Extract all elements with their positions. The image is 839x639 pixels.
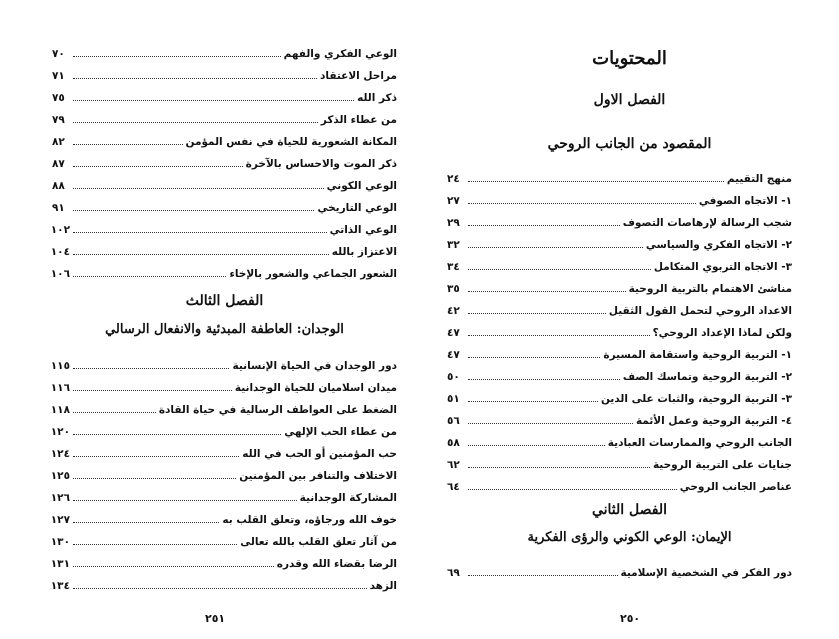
toc-entry-page: ٣٤ xyxy=(447,261,460,273)
toc-entry-page: ٤٢ xyxy=(447,305,460,317)
toc-entry-page: ٨٢ xyxy=(52,136,65,148)
dot-leader xyxy=(73,522,219,523)
toc-entry-title: من عطاء الحب الإلهي xyxy=(284,426,397,438)
toc-entry-title: ٣- الاتجاه التربوي المتكامل xyxy=(653,261,792,273)
dot-leader xyxy=(468,335,650,336)
dot-leader xyxy=(468,445,605,446)
toc-entry xyxy=(52,82,397,104)
toc-entry-title: حب المؤمنين أو الحب في الله xyxy=(242,448,397,460)
toc-entry xyxy=(447,427,792,449)
toc-entry xyxy=(447,251,792,273)
toc-entry xyxy=(447,185,792,207)
dot-leader xyxy=(73,166,243,167)
toc-entry-page: ٦٩ xyxy=(447,567,460,579)
dot-leader xyxy=(73,188,324,189)
dot-leader xyxy=(73,210,314,211)
chapter-subtitle-second: الإيمان: الوعي الكوني والرؤى الفكرية xyxy=(527,530,732,545)
toc-entry-page: ١١٥ xyxy=(50,360,70,372)
toc-entry-page: ٧١ xyxy=(52,70,65,82)
toc-entry-title: الوعي التاريخي xyxy=(317,202,397,214)
toc-entry-page: ١١٦ xyxy=(50,382,70,394)
toc-entry-page: ١٢٦ xyxy=(50,492,70,504)
dot-leader xyxy=(73,500,297,501)
toc-entry-title: ذكر الله xyxy=(357,92,397,104)
toc-entry xyxy=(447,557,792,579)
toc-entry-page: ١٢٧ xyxy=(50,514,70,526)
toc-entry-title: الاختلاف والتنافر بين المؤمنين xyxy=(239,470,397,482)
toc-entry-title: الزهد xyxy=(369,580,397,592)
toc-entry xyxy=(52,570,397,592)
dot-leader xyxy=(73,544,237,545)
dot-leader xyxy=(73,456,239,457)
toc-entry-page: ٥٠ xyxy=(447,371,460,383)
page-number: ٢٥١ xyxy=(205,612,226,625)
page-number: ٢٥٠ xyxy=(620,612,641,625)
dot-leader xyxy=(73,254,329,255)
chapter-heading-third: الفصل الثالث xyxy=(185,293,264,309)
toc-entry-page: ١٠٢ xyxy=(50,224,70,236)
toc-entry xyxy=(447,229,792,251)
toc-entry xyxy=(52,148,397,170)
toc-entry-title: الرضا بقضاء الله وقدره xyxy=(276,558,397,570)
dot-leader xyxy=(73,478,236,479)
toc-entry xyxy=(447,207,792,229)
toc-entry-title: دور الوجدان في الحياة الإنسانية xyxy=(232,360,397,372)
toc-entry xyxy=(52,258,397,280)
toc-entry-page: ٥١ xyxy=(447,393,460,405)
toc-entry xyxy=(447,273,792,295)
dot-leader xyxy=(468,181,724,182)
toc-entry-title: الجانب الروحي والممارسات العبادية xyxy=(607,437,792,449)
toc-entry-page: ٦٢ xyxy=(447,459,460,471)
dot-leader xyxy=(468,357,600,358)
toc-entry xyxy=(52,192,397,214)
toc-list-right-top xyxy=(447,163,792,493)
toc-entry-title: الاعداد الروحي لتحمل القول الثقيل xyxy=(608,305,792,317)
toc-entry-title: ٤- التربية الروحية وعمل الأئمة xyxy=(635,415,792,427)
toc-entry-page: ٩١ xyxy=(52,202,65,214)
toc-entry-page: ١٢٥ xyxy=(50,470,70,482)
dot-leader xyxy=(468,225,620,226)
toc-entry-page: ٥٦ xyxy=(447,415,460,427)
dot-leader xyxy=(73,144,183,145)
toc-entry-title: الوعي الكوني xyxy=(326,180,397,192)
toc-entry xyxy=(447,295,792,317)
toc-entry-page: ٥٨ xyxy=(447,437,460,449)
dot-leader xyxy=(73,276,226,277)
dot-leader xyxy=(73,56,281,57)
chapter-subtitle-first: المقصود من الجانب الروحي xyxy=(547,136,712,152)
toc-entry-title: ٢- الاتجاه الفكري والسياسي xyxy=(645,239,792,251)
toc-entry xyxy=(52,350,397,372)
toc-entry-title: الضغط على العواطف الرسالية في حياة القادة xyxy=(158,404,397,416)
chapter-heading-second: الفصل الثاني xyxy=(591,502,668,518)
toc-entry-page: ٢٩ xyxy=(447,217,460,229)
dot-leader xyxy=(73,368,229,369)
toc-entry-title: خوف الله ورجاؤه، وتعلق القلب به xyxy=(222,514,397,526)
dot-leader xyxy=(468,291,626,292)
toc-entry xyxy=(52,38,397,60)
toc-entry xyxy=(52,170,397,192)
toc-entry xyxy=(52,482,397,504)
toc-entry xyxy=(52,104,397,126)
toc-entry-title: ميدان اسلاميان للحياة الوجدانية xyxy=(234,382,397,394)
toc-entry-page: ١٠٤ xyxy=(50,246,70,258)
dot-leader xyxy=(468,575,618,576)
toc-entry-page: ٧٩ xyxy=(52,114,65,126)
dot-leader xyxy=(73,434,281,435)
toc-entry-title: الاعتزاز بالله xyxy=(331,246,397,258)
dot-leader xyxy=(73,100,354,101)
toc-list-left-top xyxy=(52,38,397,280)
toc-entry xyxy=(52,460,397,482)
toc-entry-page: ٨٧ xyxy=(52,158,65,170)
dot-leader xyxy=(468,269,651,270)
toc-entry-page: ١٣٠ xyxy=(50,536,70,548)
toc-entry xyxy=(447,339,792,361)
toc-entry xyxy=(52,526,397,548)
toc-entry-title: جنايات على التربية الروحية xyxy=(652,459,792,471)
dot-leader xyxy=(468,379,620,380)
toc-entry-title: ١- الاتجاه الصوفي xyxy=(698,195,792,207)
toc-entry-title: الشعور الجماعي والشعور بالإخاء xyxy=(229,268,397,280)
toc-entry-title: ذكر الموت والاحساس بالآخرة xyxy=(245,158,397,170)
toc-entry-page: ١٢٠ xyxy=(50,426,70,438)
toc-entry-page: ١١٨ xyxy=(50,404,70,416)
toc-entry-title: ولكن لماذا الإعداد الروحي؟ xyxy=(652,327,792,339)
toc-entry xyxy=(52,504,397,526)
toc-entry-page: ٣٥ xyxy=(447,283,460,295)
toc-entry-page: ٧٥ xyxy=(52,92,65,104)
toc-entry xyxy=(447,471,792,493)
toc-entry-title: من آثار تعلق القلب بالله تعالى xyxy=(240,536,397,548)
toc-entry-title: الوعي الذاتي xyxy=(329,224,397,236)
toc-entry xyxy=(52,60,397,82)
toc-entry xyxy=(52,372,397,394)
toc-entry-page: ٢٧ xyxy=(447,195,460,207)
contents-title: المحتويات xyxy=(592,48,667,69)
toc-list-left-bottom xyxy=(52,350,397,592)
toc-entry-page: ٤٧ xyxy=(447,349,460,361)
toc-entry xyxy=(52,394,397,416)
toc-entry-title: المشاركة الوجدانية xyxy=(299,492,397,504)
dot-leader xyxy=(73,566,274,567)
toc-entry xyxy=(447,405,792,427)
dot-leader xyxy=(468,203,696,204)
toc-entry-page: ١٠٦ xyxy=(50,268,70,280)
dot-leader xyxy=(73,122,318,123)
toc-entry-title: منهج التقييم xyxy=(726,173,792,185)
dot-leader xyxy=(73,390,232,391)
toc-entry-title: شجب الرسالة لإرهاصات التصوف xyxy=(622,217,792,229)
dot-leader xyxy=(468,247,643,248)
toc-entry-title: ٢- التربية الروحية وتماسك الصف xyxy=(622,371,792,383)
toc-list-right-bottom xyxy=(447,557,792,579)
toc-entry-title: دور الفكر في الشخصية الإسلامية xyxy=(620,567,792,579)
toc-entry-page: ٧٠ xyxy=(52,48,65,60)
right-page xyxy=(420,0,839,639)
toc-entry xyxy=(52,416,397,438)
toc-entry xyxy=(52,548,397,570)
dot-leader xyxy=(73,412,156,413)
toc-entry xyxy=(447,163,792,185)
toc-entry-page: ١٢٤ xyxy=(50,448,70,460)
toc-entry xyxy=(447,383,792,405)
toc-entry xyxy=(52,126,397,148)
chapter-heading-first: الفصل الاول xyxy=(593,92,666,108)
toc-entry xyxy=(52,236,397,258)
toc-entry-page: ٦٤ xyxy=(447,481,460,493)
toc-entry xyxy=(447,449,792,471)
toc-entry-title: مراحل الاعتقاد xyxy=(320,70,397,82)
dot-leader xyxy=(73,588,367,589)
toc-entry-title: ١- التربية الروحية واستقامة المسيرة xyxy=(603,349,792,361)
toc-entry-title: الوعي الفكري والفهم xyxy=(283,48,397,60)
toc-entry xyxy=(447,317,792,339)
toc-entry-title: مناشئ الاهتمام بالتربية الروحية xyxy=(628,283,792,295)
toc-entry-title: المكانة الشعورية للحياة في نفس المؤمن xyxy=(185,136,397,148)
dot-leader xyxy=(73,78,317,79)
dot-leader xyxy=(468,313,606,314)
toc-entry xyxy=(52,438,397,460)
toc-entry xyxy=(447,361,792,383)
dot-leader xyxy=(468,489,677,490)
chapter-subtitle-third: الوجدان: العاطفة المبدئية والانفعال الرسالي xyxy=(105,322,344,337)
toc-entry-page: ٨٨ xyxy=(52,180,65,192)
toc-entry-page: ١٣١ xyxy=(50,558,70,570)
toc-entry-title: ٣- التربية الروحية، والثبات على الدين xyxy=(600,393,792,405)
dot-leader xyxy=(468,467,650,468)
dot-leader xyxy=(73,232,327,233)
toc-entry-page: ٢٤ xyxy=(447,173,460,185)
toc-entry-title: من عطاء الذكر xyxy=(320,114,397,126)
toc-entry-page: ٤٧ xyxy=(447,327,460,339)
toc-entry-page: ٣٢ xyxy=(447,239,460,251)
toc-entry xyxy=(52,214,397,236)
dot-leader xyxy=(468,401,598,402)
toc-entry-page: ١٣٤ xyxy=(50,580,70,592)
dot-leader xyxy=(468,423,633,424)
toc-entry-title: عناصر الجانب الروحي xyxy=(679,481,792,493)
